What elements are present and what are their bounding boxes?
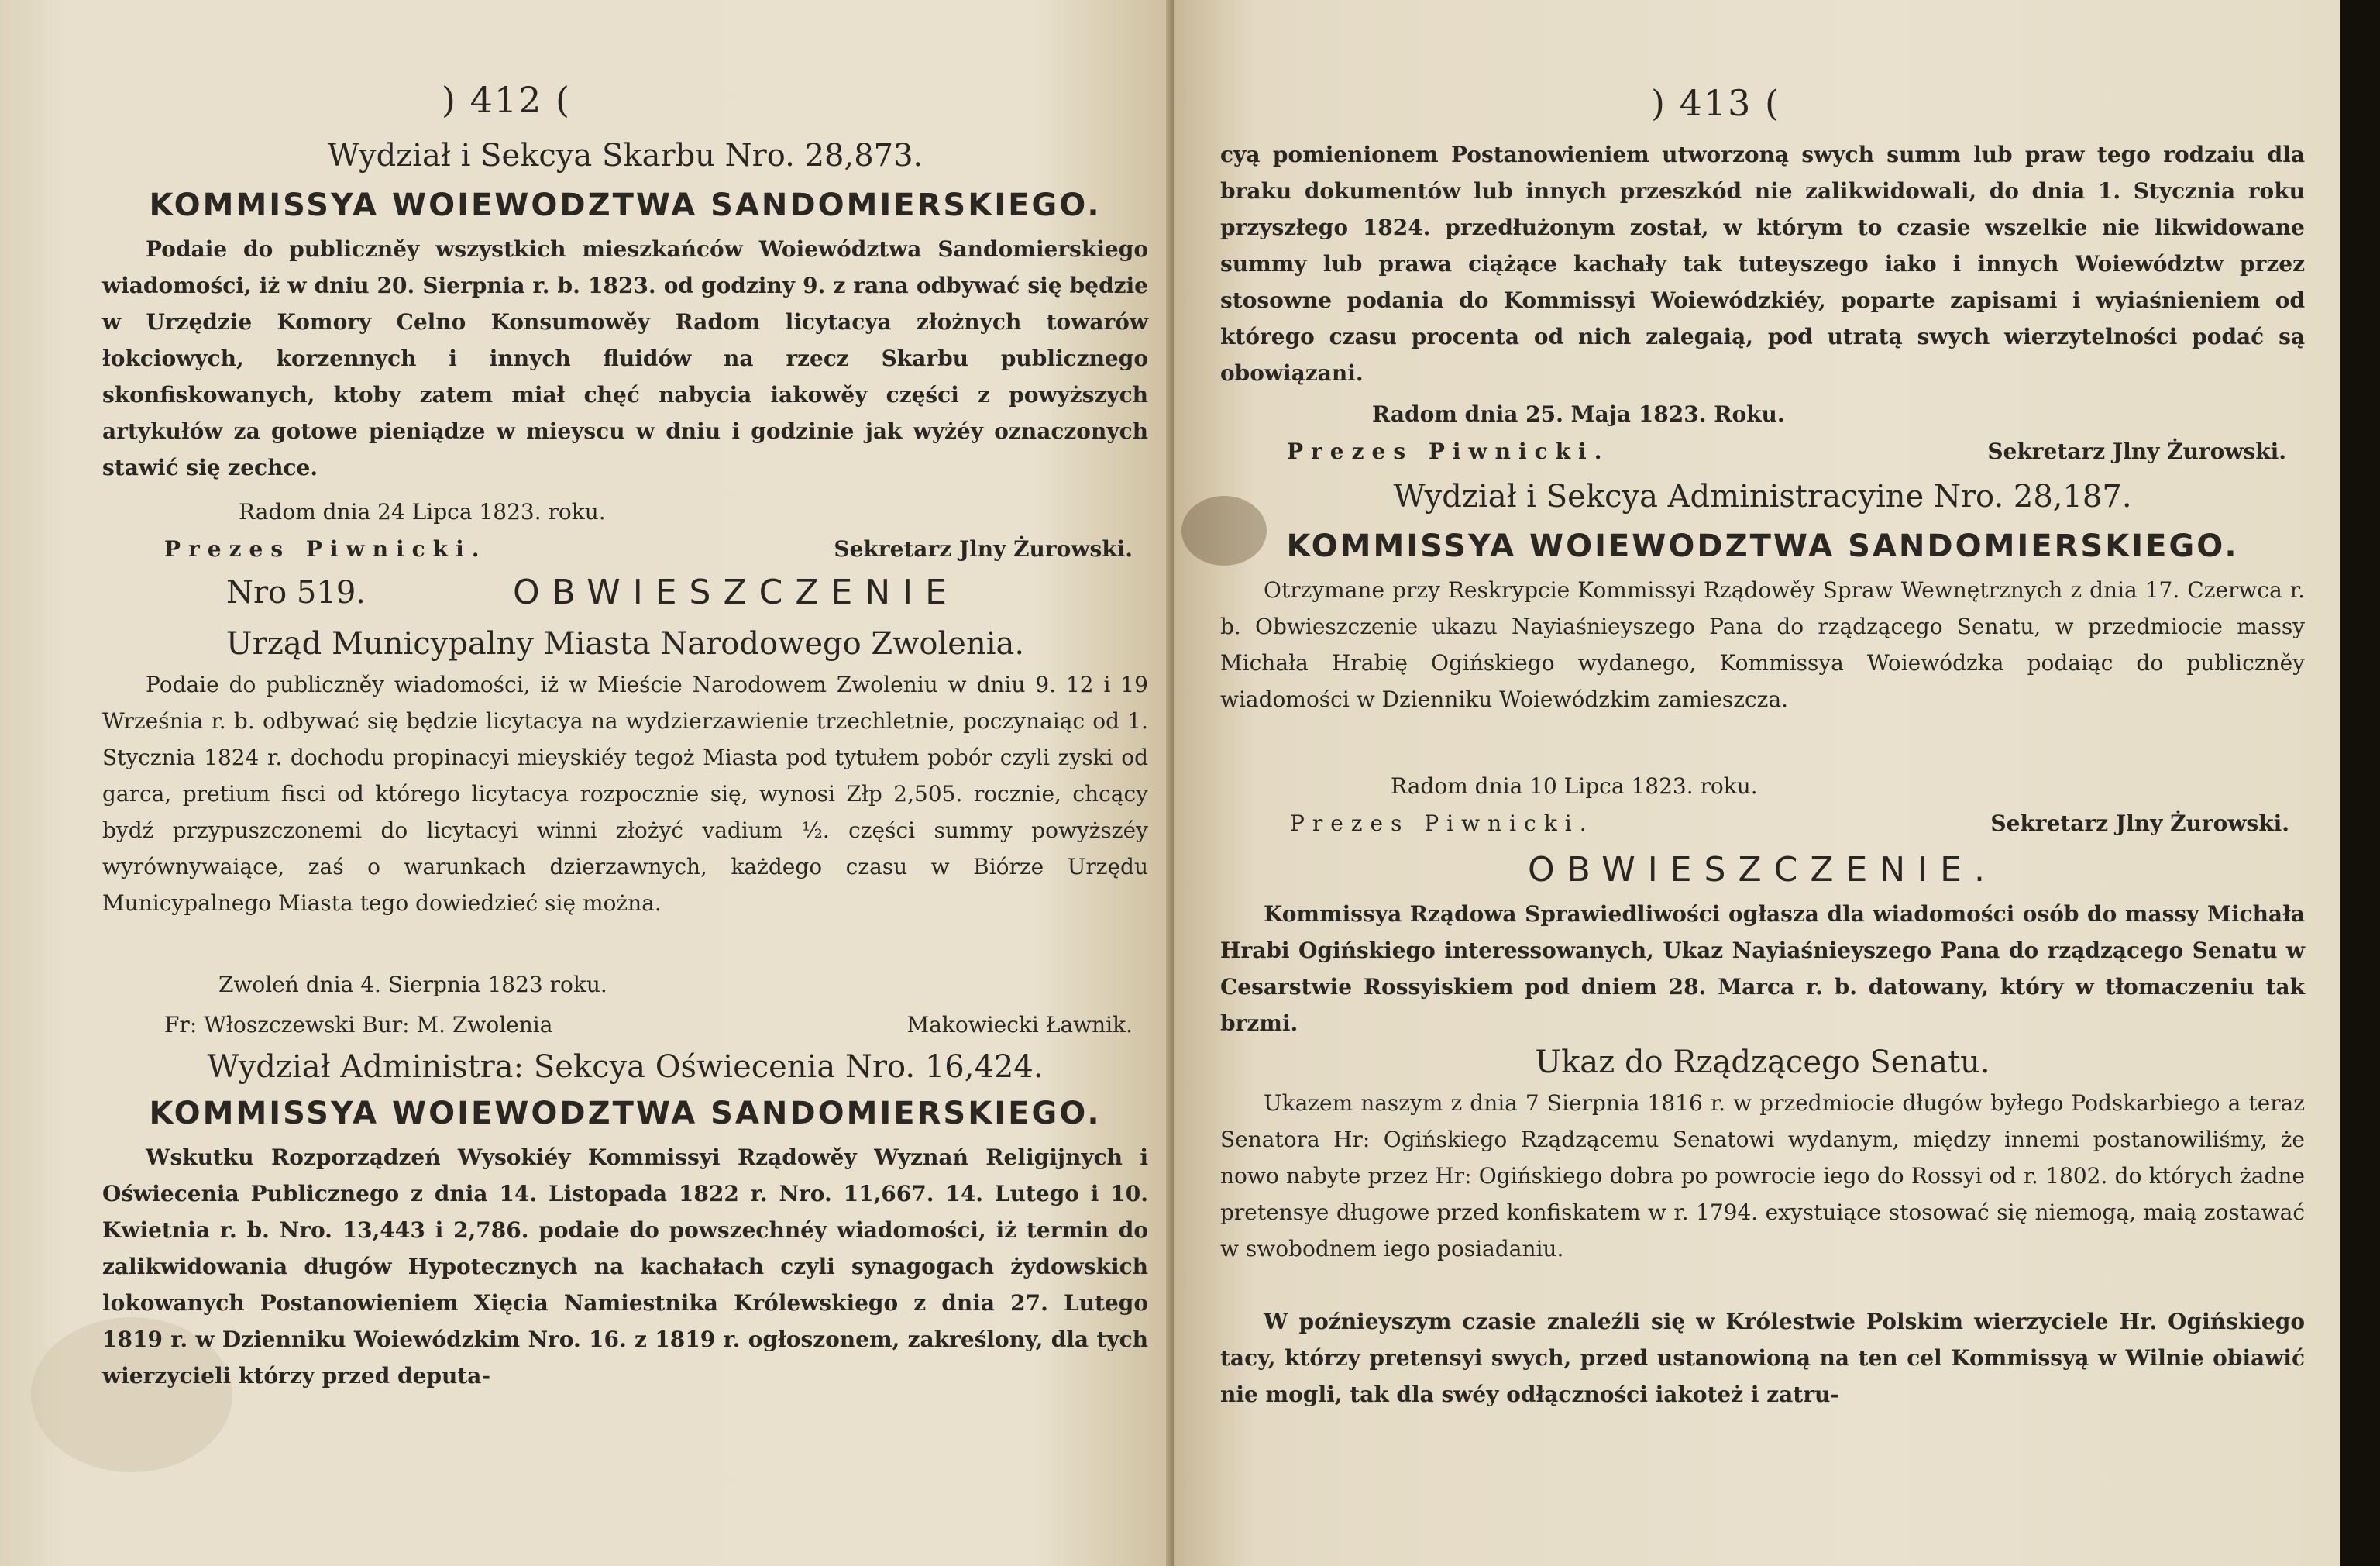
notice-date: Radom dnia 10 Lipca 1823. roku. xyxy=(1391,773,1758,799)
scan-border xyxy=(2340,0,2380,1566)
signature-burmistrz: Fr: Włoszczewski Bur: M. Zwolenia xyxy=(164,1012,553,1038)
signature-sekretarz: Sekretarz Jlny Żurowski. xyxy=(834,536,1133,562)
notice-body: Podaie do publiczněy wszystkich mieszkańców Woiewództwa Sandomierskiego wiadomości, iż w dniu 20. Sierpnia r. b. 1823. od godziny 9. z rana odbywać się będzie w Urzędzie Komory Celno Konsumowěy Radom licytacya złożnych towarów łokciowych, korzennych i innych fluidów na rzecz Skarbu publicznego skonfiskowanych, ktoby zatem miał chęć nabycia iakowěy części z powyższych artykułów za gotowe pieniądze w mieyscu w dniu i godzinie jak wyżéy oznaczonych stawić się zechce. xyxy=(102,236,1148,480)
notice-body: Kommissya Rządowa Sprawiedliwości ogłasza dla wiadomości osób do massy Michała Hrabi Ogińskiego interessowanych, Ukaz Nayiaśnieyszego Pana do rządzącego Senatu w Cesarstwie Rossyiskiem pod dniem 28. Marca r. b. datowany, który w tłomaczeniu tak brzmi. xyxy=(1220,901,2305,1036)
urzad-heading: Urząd Municypalny Miasta Narodowego Zwolenia. xyxy=(225,626,1025,662)
section-header: Wydział i Sekcya Administracyine Nro. 28,187. xyxy=(1393,479,2132,515)
signature-row xyxy=(164,532,1133,567)
page-number: ) 412 ( xyxy=(442,79,571,121)
signature-prezes: Prezes Piwnicki. xyxy=(164,536,487,562)
notice-body: W poźnieyszym czasie znaleźli się w Królestwie Polskim wierzyciele Hr. Ogińskiego tacy, którzy pretensyi swych, przed ustanowioną na ten cel Kommissyą w Wilnie obiawić nie mogli, tak dla swéy odłączności iakoteż i zatru- xyxy=(1220,1309,2305,1407)
signature-prezes: Prezes Piwnicki. xyxy=(1290,811,1594,836)
notice-body: cyą pomienionem Postanowieniem utworzoną swych summ lub praw tego rodzaiu dla braku dokumentów lub innych przeszkód nie zalikwidowali, do dnia 1. Stycznia roku przyszłego 1824. przedłużonym został, w którym to czasie wszelkie nie likwidowane summy lub prawa ciążące kachały tak tuteyszego iako i innych Woiewództw przez stosowne podania do Kommissyi Woiewódzkiéy, poparte zapisami i wyiaśnieniem od którego czasu procenta od nich zalegaią, pod utratą swych wierzytelności podać są obowiązani. xyxy=(1220,142,2305,386)
section-header: Wydział Administra: Sekcya Oświecenia Nro. 16,424. xyxy=(207,1049,1044,1085)
signature-row xyxy=(1287,434,2286,470)
notice-body: Podaie do publiczněy wiadomości, iż w Mieście Narodowem Zwoleniu w dniu 9. 12 i 19 Września r. b. odbywać się będzie licytacya na wydzierzawienie trzechletnie, poczynaiąc od 1. Stycznia 1824 r. dochodu propinacyi mieyskiéy tegoż Miasta pod tytułem pobór czyli zyski od garca, pretium fisci od którego licytacya rozpocznie się, wynosi Złp 2,505. rocznie, chcący bydź przypuszczonemi do licytacyi winni złożyć vadium ½. części summy powyższéy wyrównywaiące, zaś o warunkach dzierzawnych, każdego czasu w Biórze Urzędu Municypalnego Miasta tego dowiedzieć się można. xyxy=(102,672,1148,916)
right-page xyxy=(1174,0,2340,1566)
kommissya-heading: KOMMISSYA WOIEWODZTWA SANDOMIERSKIEGO. xyxy=(149,1096,1102,1131)
notice-date: Radom dnia 24 Lipca 1823. roku. xyxy=(239,499,606,525)
signature-row xyxy=(1290,806,2289,842)
signature-row xyxy=(164,1007,1133,1043)
signature-sekretarz: Sekretarz Jlny Żurowski. xyxy=(1990,811,2289,836)
kommissya-heading: KOMMISSYA WOIEWODZTWA SANDOMIERSKIEGO. xyxy=(149,188,1102,223)
notice-body: Ukazem naszym z dnia 7 Sierpnia 1816 r. w przedmiocie długów byłego Podskarbiego a teraz Senatora Hr: Ogińskiego Rządzącemu Senatowi wydanym, między innemi postanowiliśmy, że nowo nabyte przez Hr: Ogińskiego dobra po powrocie iego do Rossyi od r. 1802. do których żadne pretensye długowe przed konfiskatem w r. 1794. exystuiące stosować się niemogą, maią zostawać w swobodnem iego posiadaniu. xyxy=(1220,1090,2305,1261)
notice-body: Wskutku Rozporządzeń Wysokiéy Kommissyi Rządowěy Wyznań Religijnych i Oświecenia Publicznego z dnia 14. Listopada 1822 r. Nro. 11,667. 14. Lutego i 10. Kwietnia r. b. Nro. 13,443 i 2,786. podaie do powszechnéy wiadomości, iż termin do zalikwidowania długów Hypotecznych na kachałach czyli synagogach żydowskich lokowanych Postanowieniem Xięcia Namiestnika Królewskiego z dnia 27. Lutego 1819 r. w Dzienniku Woiewódzkim Nro. 16. z 1819 r. ogłoszonem, zakreślony, dla tych wierzycieli którzy przed deputa- xyxy=(102,1144,1148,1389)
kommissya-heading: KOMMISSYA WOIEWODZTWA SANDOMIERSKIEGO. xyxy=(1286,528,2239,564)
notice-body: Otrzymane przy Reskrypcie Kommissyi Rządowěy Spraw Wewnętrznych z dnia 17. Czerwca r. b. Obwieszczenie ukazu Nayiaśnieyszego Pana do rządzącego Senatu, w przedmiocie massy Michała Hrabię Ogińskiego wydanego, Kommissya Woiewódzka podaiąc do publiczněy wiadomości w Dzienniku Woiewódzkim zamieszcza. xyxy=(1220,577,2305,712)
obwieszczenie-title: OBWIESZCZENIE xyxy=(513,573,959,612)
signature-sekretarz: Sekretarz Jlny Żurowski. xyxy=(1987,439,2286,464)
notice-date: Zwoleń dnia 4. Sierpnia 1823 roku. xyxy=(218,972,607,997)
notice-date: Radom dnia 25. Maja 1823. Roku. xyxy=(1372,401,1785,427)
signature-lawnik: Makowiecki Ławnik. xyxy=(906,1012,1133,1038)
notice-number: Nro 519. xyxy=(226,575,366,611)
ukaz-heading: Ukaz do Rządzącego Senatu. xyxy=(1535,1045,1990,1080)
obwieszczenie-title: OBWIESZCZENIE. xyxy=(1528,850,1997,890)
section-header: Wydział i Sekcya Skarbu Nro. 28,873. xyxy=(327,138,923,174)
page-number: ) 413 ( xyxy=(1651,82,1780,124)
left-page xyxy=(0,0,1174,1566)
obwieszczenie-row xyxy=(102,573,1148,615)
signature-prezes: Prezes Piwnicki. xyxy=(1287,439,1610,464)
